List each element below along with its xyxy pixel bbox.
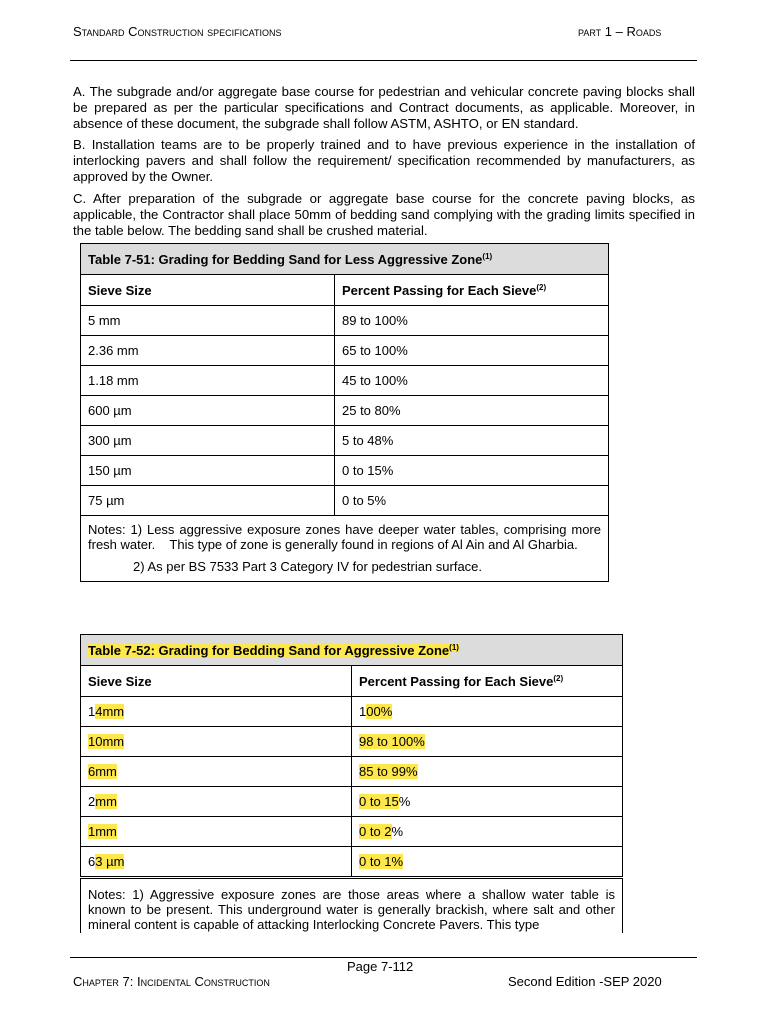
percent-passing-cell: 0 to 5% bbox=[335, 486, 609, 516]
highlighted-text: 1mm bbox=[88, 824, 117, 839]
table-row bbox=[81, 306, 609, 336]
sieve-size-cell bbox=[81, 727, 352, 757]
footnote-ref: (2) bbox=[553, 673, 564, 683]
paragraph-a: A. The subgrade and/or aggregate base course for pedestrian and vehicular concrete paving blocks shall be prepared as per the particular specifications and Contract documents, as applicable. Moreover, in absence of these document, the subgrade shall follow ASTM, ASHTO, or EN standard. bbox=[73, 84, 695, 131]
footnote-ref: (1) bbox=[449, 642, 459, 652]
table-row bbox=[81, 787, 623, 817]
percent-passing-cell: 0 to 15% bbox=[335, 456, 609, 486]
header-part-title: part 1 – Roads bbox=[578, 24, 662, 39]
table-7-52 bbox=[80, 634, 623, 877]
table-title bbox=[81, 635, 623, 666]
table-row bbox=[81, 456, 609, 486]
cell-text: % bbox=[398, 794, 411, 809]
percent-passing-cell bbox=[352, 757, 623, 787]
cell-text: 1 bbox=[88, 704, 96, 719]
footnote-ref: (2) bbox=[536, 282, 547, 292]
table-row bbox=[81, 396, 609, 426]
sieve-size-cell bbox=[81, 787, 352, 817]
table-row bbox=[81, 817, 623, 847]
column-header-percent-passing bbox=[352, 666, 623, 697]
percent-passing-cell: 45 to 100% bbox=[335, 366, 609, 396]
table-notes-row bbox=[81, 516, 609, 582]
percent-passing-cell bbox=[352, 817, 623, 847]
cell-text: 1 bbox=[359, 704, 367, 719]
highlighted-text: 6mm bbox=[88, 764, 117, 779]
sieve-size-cell bbox=[81, 697, 352, 727]
highlighted-text: 98 to 100% bbox=[359, 734, 425, 749]
sieve-size-cell bbox=[81, 757, 352, 787]
highlighted-text: 00% bbox=[366, 704, 393, 719]
percent-passing-cell: 65 to 100% bbox=[335, 336, 609, 366]
table-7-51 bbox=[80, 243, 609, 582]
highlighted-text: 10mm bbox=[88, 734, 125, 749]
table-notes-clipped bbox=[80, 878, 623, 933]
note-2: 2) As per BS 7533 Part 3 Category IV for pedestrian surface. bbox=[133, 559, 483, 574]
page-number: Page 7-112 bbox=[347, 959, 414, 974]
header-document-title: Standard Construction specifications bbox=[73, 24, 282, 39]
sieve-size-cell: 2.36 mm bbox=[81, 336, 335, 366]
table-row bbox=[81, 486, 609, 516]
percent-passing-cell bbox=[352, 787, 623, 817]
table-row bbox=[81, 697, 623, 727]
column-header-sieve-size: Sieve Size bbox=[81, 666, 352, 697]
percent-passing-cell: 89 to 100% bbox=[335, 306, 609, 336]
highlighted-text: 0 to 1% bbox=[359, 854, 404, 869]
sieve-size-cell bbox=[81, 817, 352, 847]
sieve-size-cell: 600 µm bbox=[81, 396, 335, 426]
table-row bbox=[81, 366, 609, 396]
cell-text: % bbox=[391, 824, 404, 839]
column-header-sieve-size: Sieve Size bbox=[81, 275, 335, 306]
table-row bbox=[81, 426, 609, 456]
paragraph-b: B. Installation teams are to be properly trained and to have previous experience in the installation of interlocking pavers and shall follow the requirement/ specification recommended by manufacturers, as approved by the Owner. bbox=[73, 137, 695, 184]
highlighted-text: 0 to 2 bbox=[359, 824, 392, 839]
column-header-text: Percent Passing for Each Sieve bbox=[342, 282, 537, 298]
sieve-size-cell: 5 mm bbox=[81, 306, 335, 336]
footer-edition: Second Edition -SEP 2020 bbox=[508, 974, 662, 989]
table-row bbox=[81, 847, 623, 877]
table-notes bbox=[81, 516, 609, 582]
table-row bbox=[81, 336, 609, 366]
table-header-row bbox=[81, 666, 623, 697]
table-header-row bbox=[81, 275, 609, 306]
sieve-size-cell: 1.18 mm bbox=[81, 366, 335, 396]
cell-text: 6 bbox=[88, 854, 96, 869]
column-header-text: Percent Passing for Each Sieve bbox=[359, 673, 554, 689]
table-title-text: Table 7-52: Grading for Bedding Sand for Aggressive Zone bbox=[88, 642, 450, 658]
highlighted-text: 0 to 15 bbox=[359, 794, 399, 809]
highlighted-text: 4mm bbox=[95, 704, 125, 719]
table-title-text: Table 7-51: Grading for Bedding Sand for Less Aggressive Zone bbox=[88, 251, 483, 267]
cell-text: 2 bbox=[88, 794, 96, 809]
sieve-size-cell: 150 µm bbox=[81, 456, 335, 486]
percent-passing-cell bbox=[352, 847, 623, 877]
footnote-ref: (1) bbox=[482, 251, 493, 261]
sieve-size-cell: 300 µm bbox=[81, 426, 335, 456]
table-row bbox=[81, 757, 623, 787]
footer-chapter-title: Chapter 7: Incidental Construction bbox=[73, 974, 270, 989]
percent-passing-cell: 5 to 48% bbox=[335, 426, 609, 456]
header-divider bbox=[70, 60, 697, 61]
percent-passing-cell bbox=[352, 697, 623, 727]
note-1: Notes: 1) Less aggressive exposure zones have deeper water tables, comprising more fresh water. This type of zone is generally found in regions of Al Ain and Al Gharbia. bbox=[88, 522, 605, 552]
percent-passing-cell: 25 to 80% bbox=[335, 396, 609, 426]
highlighted-text: 85 to 99% bbox=[359, 764, 418, 779]
table-row bbox=[81, 727, 623, 757]
highlighted-text: 3 µm bbox=[95, 854, 125, 869]
table-title-row bbox=[81, 244, 609, 275]
column-header-percent-passing bbox=[335, 275, 609, 306]
paragraph-c: C. After preparation of the subgrade or aggregate base course for the concrete paving blocks, as applicable, the Contractor shall place 50mm of bedding sand complying with the grading limits specified in the table below. The bedding sand shall be crushed material. bbox=[73, 191, 695, 238]
percent-passing-cell bbox=[352, 727, 623, 757]
table-notes: Notes: 1) Aggressive exposure zones are those areas where a shallow water table is known to be present. This underground water is generally brackish, where salt and other mineral content is capable of attacking Interlocking Concrete Pavers. This type bbox=[80, 878, 623, 933]
footer-divider bbox=[70, 957, 697, 958]
sieve-size-cell: 75 µm bbox=[81, 486, 335, 516]
highlighted-text: mm bbox=[95, 794, 117, 809]
sieve-size-cell bbox=[81, 847, 352, 877]
table-title-row bbox=[81, 635, 623, 666]
table-title bbox=[81, 244, 609, 275]
